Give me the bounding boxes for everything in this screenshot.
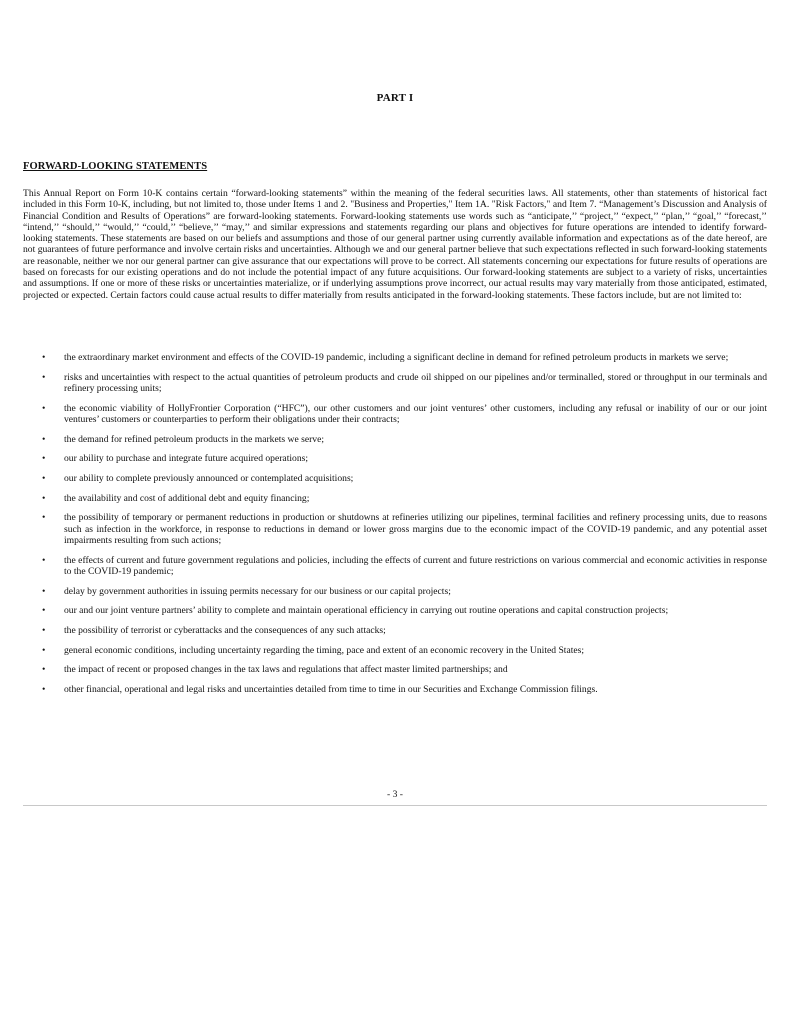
intro-paragraph: This Annual Report on Form 10-K contains certain “forward-looking statements” within the meaning of the federal securities laws. All statements, other than statements of historical fact included in this Form 10-K, including, but not limited to, those under Items 1 and 2. "Business and Properties," Item 1A. "Risk Factors," and Item 7. “Management’s Discussion and Analysis of Financial Condition and Results of Operations” are forward-looking statements. Forward-looking statements use words such as “anticipate,’’ “project,’’ “expect,’’ “plan,’’ “goal,’’ “forecast,’’ “intend,’’ “should,’’ “would,’’ “could,’’ “believe,’’ “may,’’ and similar expressions and statements regarding our plans and objectives for future operations are intended to identify forward-looking statements. These statements are based on our beliefs and assumptions and those of our general partner using currently available information and expectations as of the date hereof, are not guarantees of future performance and involve certain risks and uncertainties. Although we and our general partner believe that such expectations reflected in such forward-looking statements are reasonable, neither we nor our general partner can give assurance that our expectations will prove to be correct. All statements concerning our expectations for future results of operations are based on forecasts for our existing operations and do not include the potential impact of any future acquisitions. Our forward-looking statements are subject to a variety of risks, uncertainties and assumptions. If one or more of these risks or uncertainties materialize, or if underlying assumptions prove incorrect, our actual results may vary materially from those anticipated, estimated, projected or expected. Certain factors could cause actual results to differ materially from results anticipated in the forward-looking statements. These factors include, but are not limited to: — [23, 188, 767, 301]
page-number: - 3 - — [387, 789, 403, 800]
list-item — [23, 684, 767, 695]
bullet-icon: • — [42, 664, 46, 676]
bullet-icon: • — [42, 684, 46, 696]
list-item-text: our ability to purchase and integrate future acquired operations; — [64, 453, 309, 465]
list-item — [23, 645, 767, 656]
list-item — [23, 434, 767, 445]
list-item-text: our and our joint venture partners’ ability to complete and maintain operational efficiency in carrying out routine operations and capital construction projects; — [64, 605, 669, 617]
list-item-text: the effects of current and future government regulations and policies, including the effects of current and future restrictions on various commercial and economic activities in response to the COVID-19 pandemic; — [64, 554, 767, 577]
list-item — [23, 372, 767, 395]
bullet-icon: • — [42, 585, 46, 597]
list-item-text: the possibility of temporary or permanent reductions in production or shutdowns at refineries utilizing our pipelines, terminal facilities and refinery processing units, due to reasons such as infection in the workforce, in response to reductions in demand or lower gross margins due to the economic impact of the COVID-19 pandemic, and any potential asset impairments resulting from such actions; — [64, 512, 767, 546]
list-item-text: the possibility of terrorist or cyberattacks and the consequences of any such attacks; — [64, 625, 386, 637]
list-item-text: the economic viability of HollyFrontier Corporation (“HFC”), our other customers and our joint ventures’ other customers, including any refusal or inability of our or our joint ventures’ customers or counterparties to perform their obligations under their contracts; — [64, 402, 767, 425]
list-item-text: other financial, operational and legal risks and uncertainties detailed from time to time in our Securities and Exchange Commission filings. — [64, 684, 598, 696]
list-item-text: the availability and cost of additional debt and equity financing; — [64, 492, 310, 504]
list-item — [23, 473, 767, 484]
list-item — [23, 403, 767, 426]
list-item-text: the demand for refined petroleum products in the markets we serve; — [64, 433, 325, 445]
list-item-text: risks and uncertainties with respect to the actual quantities of petroleum products and crude oil shipped on our pipelines and/or terminalled, stored or throughput in our terminals and refinery processing units; — [64, 371, 767, 394]
bullet-icon: • — [42, 492, 46, 504]
list-item — [23, 586, 767, 597]
risk-factor-list — [23, 352, 767, 704]
list-item — [23, 664, 767, 675]
bullet-icon: • — [42, 644, 46, 656]
list-item — [23, 493, 767, 504]
list-item — [23, 512, 767, 546]
bullet-icon: • — [42, 605, 46, 617]
list-item — [23, 625, 767, 636]
list-item-text: our ability to complete previously announced or contemplated acquisitions; — [64, 473, 354, 485]
list-item-text: the impact of recent or proposed changes in the tax laws and regulations that affect master limited partnerships; and — [64, 664, 508, 676]
page-divider — [23, 805, 767, 806]
bullet-icon: • — [42, 512, 46, 524]
list-item — [23, 555, 767, 578]
list-item — [23, 453, 767, 464]
bullet-icon: • — [42, 402, 46, 414]
list-item — [23, 352, 767, 363]
part-title: PART I — [376, 92, 414, 104]
bullet-icon: • — [42, 554, 46, 566]
list-item-text: delay by government authorities in issuing permits necessary for our business or our capital projects; — [64, 585, 451, 597]
bullet-icon: • — [42, 371, 46, 383]
list-item — [23, 605, 767, 616]
list-item-text: the extraordinary market environment and effects of the COVID-19 pandemic, including a significant decline in demand for refined petroleum products in markets we serve; — [64, 352, 729, 363]
bullet-icon: • — [42, 625, 46, 637]
bullet-icon: • — [42, 453, 46, 465]
list-item-text: general economic conditions, including uncertainty regarding the timing, pace and extent of an economic recovery in the United States; — [64, 644, 585, 656]
bullet-icon: • — [42, 433, 46, 445]
section-heading: FORWARD-LOOKING STATEMENTS — [23, 161, 208, 172]
bullet-icon: • — [42, 352, 46, 363]
bullet-icon: • — [42, 473, 46, 485]
